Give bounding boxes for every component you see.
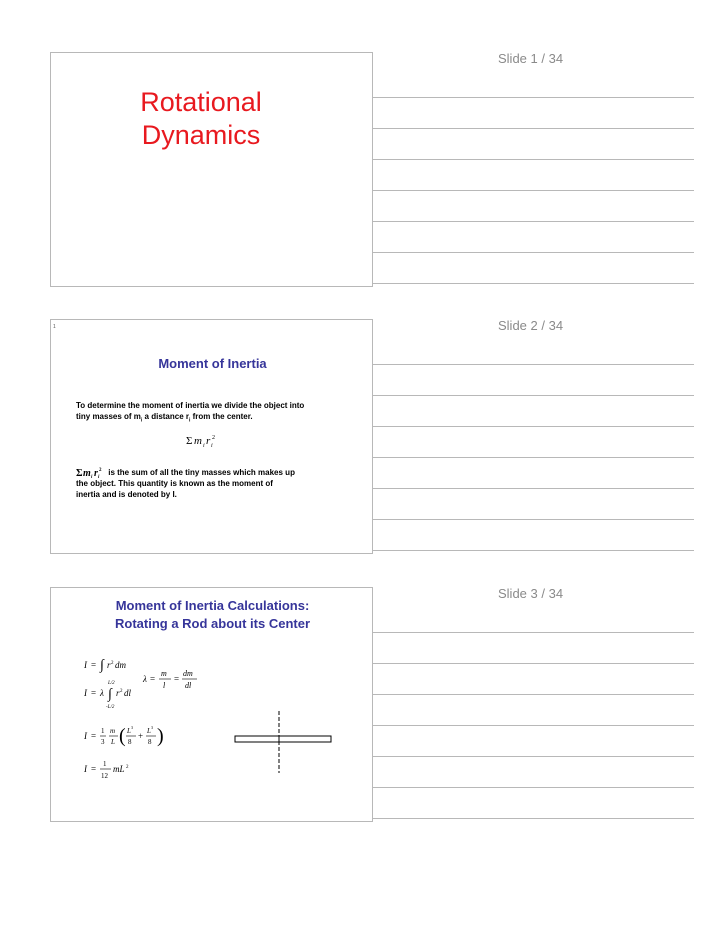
svg-text:3: 3 (151, 725, 153, 730)
note-line (373, 252, 694, 253)
note-line (373, 694, 694, 695)
slide-2-title: Moment of Inertia (158, 356, 267, 371)
slide-3-title-line2: Rotating a Rod about its Center (115, 616, 310, 631)
slide-3-label: Slide 3 / 34 (498, 586, 564, 601)
note-line (373, 395, 694, 396)
svg-text:m: m (110, 727, 116, 735)
svg-text:∫: ∫ (100, 658, 104, 673)
svg-text:=: = (150, 674, 156, 684)
note-line (373, 457, 694, 458)
svg-text:8: 8 (128, 738, 132, 746)
note-line (373, 725, 694, 726)
svg-text:=: = (91, 764, 97, 774)
svg-text:I: I (84, 764, 87, 774)
svg-text:=: = (91, 731, 97, 741)
svg-text:I: I (84, 731, 87, 741)
svg-text:λ: λ (100, 688, 104, 698)
svg-text:m: m (161, 669, 167, 678)
svg-text:i: i (91, 475, 93, 478)
svg-text:Σ: Σ (76, 468, 83, 478)
formula-inline (76, 466, 106, 478)
svg-text:2: 2 (126, 765, 129, 770)
svg-text:Σ: Σ (186, 435, 193, 447)
note-line (373, 756, 694, 757)
formula-sum-m-r-squared (186, 432, 246, 450)
svg-text:λ: λ (143, 674, 147, 684)
slide-3-title-line1: Moment of Inertia Calculations: (115, 598, 310, 613)
note-line (373, 283, 694, 284)
svg-text:r: r (107, 660, 111, 670)
svg-text:3: 3 (101, 738, 105, 746)
svg-text:2: 2 (212, 435, 215, 441)
note-line (373, 632, 694, 633)
svg-text:2: 2 (111, 661, 114, 666)
slide-1-label: Slide 1 / 34 (498, 51, 564, 66)
svg-text:mL: mL (113, 764, 125, 774)
svg-text:m: m (83, 468, 91, 478)
note-line (373, 426, 694, 427)
svg-text:dl: dl (124, 688, 132, 698)
note-line (373, 221, 694, 222)
svg-text:L: L (111, 738, 115, 746)
svg-text:3: 3 (131, 725, 133, 730)
svg-text:I: I (84, 688, 87, 698)
svg-text:=: = (91, 688, 97, 698)
svg-text:r: r (206, 435, 211, 447)
svg-text:i: i (211, 443, 213, 449)
slide-1-thumbnail[interactable] (50, 52, 373, 287)
svg-text:dl: dl (185, 681, 192, 690)
svg-text:L: L (127, 727, 131, 735)
note-line (373, 663, 694, 664)
svg-text:i: i (203, 443, 205, 449)
slide-2-formula (186, 432, 246, 455)
note-line (373, 488, 694, 489)
svg-text:i: i (98, 475, 100, 478)
svg-text:I: I (84, 660, 87, 670)
note-line (373, 128, 694, 129)
svg-text:dm: dm (183, 669, 193, 678)
slide-2-page-number: 1 (53, 324, 56, 330)
svg-text:dm: dm (115, 660, 126, 670)
svg-text:): ) (157, 725, 164, 747)
slide-3-rod-diagram (231, 708, 341, 783)
svg-text:m: m (194, 435, 202, 447)
note-line (373, 190, 694, 191)
note-line (373, 787, 694, 788)
slide-2-thumbnail[interactable] (50, 319, 373, 554)
svg-text:=: = (91, 660, 97, 670)
svg-text:l: l (163, 681, 166, 690)
svg-text:+: + (138, 731, 144, 741)
svg-text:=: = (174, 674, 180, 684)
svg-text:∫: ∫ (108, 687, 112, 702)
svg-text:L/2: L/2 (108, 681, 115, 686)
note-line (373, 519, 694, 520)
note-line (373, 159, 694, 160)
slide-3-equations (81, 648, 211, 793)
rod-diagram (231, 708, 341, 778)
svg-text:L: L (147, 727, 151, 735)
note-line (373, 818, 694, 819)
note-line (373, 97, 694, 98)
svg-text:-L/2: -L/2 (106, 705, 115, 710)
slide-2-paragraph-2: Σ m i r i 2 is the sum of all the tiny masses which makes up the object. This quantity is known as the moment of inertia and is denoted by I. (76, 468, 295, 499)
svg-text:r: r (94, 468, 98, 478)
svg-text:12: 12 (101, 772, 108, 780)
svg-text:2: 2 (120, 689, 123, 694)
svg-text:2: 2 (99, 468, 102, 473)
slide-3-thumbnail[interactable] (50, 587, 373, 822)
slide-1-title-line2: Dynamics (141, 120, 261, 150)
svg-text:(: ( (119, 725, 126, 747)
svg-text:8: 8 (148, 738, 152, 746)
equations-rod-derivation (81, 648, 211, 788)
slide-2-label: Slide 2 / 34 (498, 318, 564, 333)
svg-text:r: r (116, 688, 120, 698)
rod (235, 736, 331, 742)
slide-2-paragraph-1: To determine the moment of inertia we divide the object into tiny masses of $m_i$ a distance $r_i$ from the center. (76, 401, 305, 424)
svg-text:1: 1 (103, 760, 107, 768)
note-line (373, 550, 694, 551)
svg-text:1: 1 (101, 727, 105, 735)
note-line (373, 364, 694, 365)
slide-1-title-line1: Rotational (140, 87, 262, 117)
